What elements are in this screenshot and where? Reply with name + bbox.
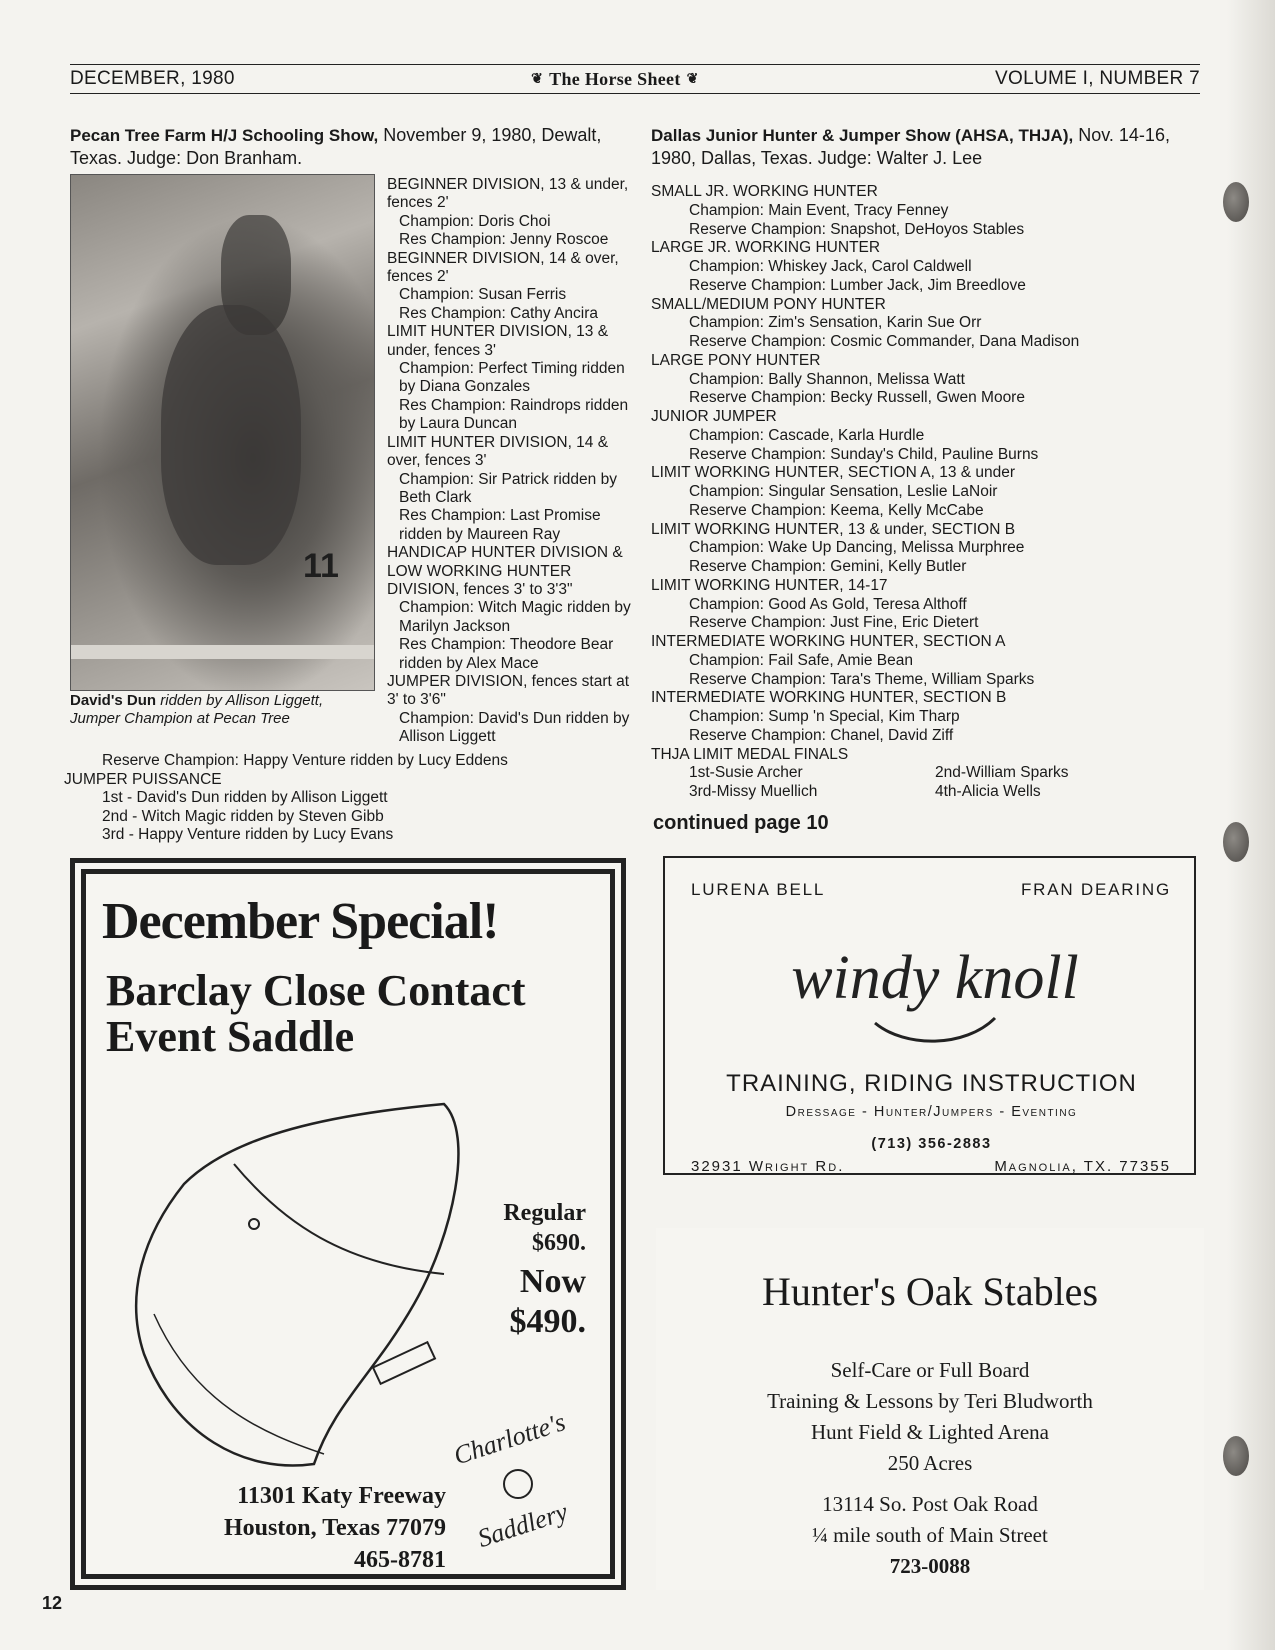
svg-text:Saddlery: Saddlery bbox=[474, 1496, 572, 1554]
result-line: Champion: Good As Gold, Teresa Althoff bbox=[689, 595, 967, 613]
jump-rail bbox=[71, 645, 375, 659]
division-heading: JUNIOR JUMPER bbox=[651, 408, 777, 425]
division-heading: JUMPER DIVISION, fences start at 3' to 3'6" bbox=[387, 672, 630, 709]
division-heading: LARGE JR. WORKING HUNTER bbox=[651, 239, 881, 257]
result-line: Reserve Champion: Snapshot, DeHoyos Stables bbox=[689, 220, 1025, 238]
issue-date: DECEMBER, 1980 bbox=[70, 68, 235, 89]
result-line: Reserve Champion: Happy Venture ridden by Lucy Eddens bbox=[102, 752, 508, 769]
division-heading: SMALL/MEDIUM PONY HUNTER bbox=[651, 295, 886, 313]
medal-placing: 3rd-Missy Muellich bbox=[689, 783, 818, 800]
binder-hole bbox=[1223, 182, 1249, 222]
result-line: Champion: Singular Sensation, Leslie LaNoir bbox=[689, 483, 998, 500]
masthead bbox=[70, 64, 1200, 94]
result-line: Champion: Fail Safe, Amie Bean bbox=[689, 651, 914, 669]
services-tagline: TRAINING, RIDING INSTRUCTION bbox=[726, 1070, 1137, 1097]
division-heading: LIMIT WORKING HUNTER, 14-17 bbox=[651, 576, 888, 594]
result-line: Reserve Champion: Chanel, David Ziff bbox=[689, 726, 954, 744]
svg-text:windy knoll: windy knoll bbox=[791, 944, 1079, 1012]
division-heading: SMALL JR. WORKING HUNTER bbox=[651, 183, 878, 200]
result-line: Reserve Champion: Becky Russell, Gwen Moore bbox=[689, 389, 1025, 407]
division-heading: LIMIT WORKING HUNTER, SECTION A, 13 & under bbox=[651, 464, 1016, 482]
division-heading: INTERMEDIATE WORKING HUNTER, SECTION B bbox=[651, 689, 1007, 707]
result-line: Res Champion: Theodore Bear ridden by Alex Mace bbox=[399, 636, 614, 672]
horse-figure bbox=[161, 305, 301, 565]
result-line: Reserve Champion: Lumber Jack, Jim Breedlove bbox=[689, 276, 1026, 294]
windy-knoll-logo bbox=[735, 918, 1135, 1058]
sale-price: Now $490. bbox=[509, 1263, 586, 1340]
holly-icon: ❦ bbox=[686, 71, 699, 87]
result-line: Champion: David's Dun ridden by Allison Liggett bbox=[399, 709, 630, 746]
division-heading: LIMIT HUNTER DIVISION, 14 & over, fences 3' bbox=[387, 433, 609, 470]
stable-details: Self-Care or Full Board Training & Lessons by Teri Bludworth Hunt Field & Lighted Arena 250 Acres 13114 So. Post Oak Road ¼ mile south of Main Street 723-0088 bbox=[767, 1358, 1093, 1578]
page-number: 12 bbox=[42, 1593, 63, 1613]
result-line: Reserve Champion: Gemini, Kelly Butler bbox=[689, 558, 967, 575]
binder-hole bbox=[1223, 822, 1249, 862]
continued-note: continued page 10 bbox=[653, 812, 829, 834]
hunters-oak-advertisement bbox=[656, 1228, 1204, 1590]
result-line: Reserve Champion: Keema, Kelly McCabe bbox=[689, 501, 984, 519]
stable-name: Hunter's Oak Stables bbox=[761, 1269, 1099, 1314]
regular-price: Regular $690. bbox=[503, 1200, 586, 1256]
result-line: Reserve Champion: Tara's Theme, William Sparks bbox=[689, 670, 1035, 688]
result-line: 2nd - Witch Magic ridden by Steven Gibb bbox=[102, 807, 384, 825]
result-line: Reserve Champion: Cosmic Commander, Dana Madison bbox=[689, 333, 1080, 350]
svg-text:Charlotte's: Charlotte's bbox=[450, 1407, 569, 1471]
medal-placing: 4th-Alicia Wells bbox=[935, 783, 1041, 800]
volume-number: VOLUME I, NUMBER 7 bbox=[995, 68, 1200, 89]
division-heading: BEGINNER DIVISION, 13 & under, fences 2' bbox=[387, 176, 629, 212]
saddle-advertisement bbox=[70, 858, 626, 1590]
binder-hole bbox=[1223, 1436, 1249, 1476]
division-heading: LARGE PONY HUNTER bbox=[651, 351, 821, 369]
dallas-results bbox=[651, 183, 1211, 802]
windy-knoll-advertisement bbox=[663, 856, 1196, 1175]
result-line: Champion: Sump 'n Special, Kim Tharp bbox=[689, 708, 960, 725]
result-line: Champion: Sir Patrick ridden by Beth Clark bbox=[399, 470, 617, 506]
medal-placing: 2nd-William Sparks bbox=[935, 764, 1069, 782]
result-line: Champion: Perfect Timing ridden by Diana Gonzales bbox=[399, 360, 625, 396]
division-heading: HANDICAP HUNTER DIVISION & LOW WORKING HUNTER DIVISION, fences 3' to 3'3" bbox=[387, 544, 623, 598]
result-line: Champion: Cascade, Karla Hurdle bbox=[689, 426, 925, 444]
address: 32931 Wright Rd. Magnolia, TX. 77355 bbox=[691, 1158, 1171, 1175]
result-line: Champion: Whiskey Jack, Carol Caldwell bbox=[689, 258, 972, 275]
result-line: Res Champion: Last Promise ridden by Maureen Ray bbox=[399, 507, 601, 543]
phone-number: 723-0088 bbox=[889, 1554, 971, 1578]
result-line: Champion: Zim's Sensation, Karin Sue Orr bbox=[689, 314, 982, 332]
result-line: Champion: Susan Ferris bbox=[399, 286, 567, 304]
division-heading: LIMIT HUNTER DIVISION, 13 & under, fences 3' bbox=[387, 323, 609, 359]
medal-placing: 1st-Susie Archer bbox=[689, 764, 803, 782]
result-line: Reserve Champion: Sunday's Child, Pauline Burns bbox=[689, 445, 1039, 463]
result-line: 3rd - Happy Venture ridden by Lucy Evans bbox=[102, 826, 394, 844]
result-line: Res Champion: Raindrops ridden by Laura Duncan bbox=[399, 396, 629, 433]
result-line: Reserve Champion: Just Fine, Eric Dietert bbox=[689, 614, 979, 632]
jump-number: 11 bbox=[303, 547, 339, 585]
saddle-illustration bbox=[114, 1074, 494, 1514]
article-heading: Pecan Tree Farm H/J Schooling Show, November 9, 1980, Dewalt, Texas. Judge: Don Branham. bbox=[70, 125, 602, 168]
result-line: Champion: Main Event, Tracy Fenney bbox=[689, 201, 949, 219]
holly-icon: ❦ bbox=[531, 71, 544, 87]
division-heading: BEGINNER DIVISION, 14 & over, fences 2' bbox=[387, 249, 619, 286]
pecan-division-results bbox=[387, 176, 637, 747]
result-line: Res Champion: Cathy Ancira bbox=[399, 304, 599, 322]
result-line: Champion: Wake Up Dancing, Melissa Murphree bbox=[689, 539, 1025, 557]
dallas-article bbox=[651, 124, 1211, 171]
pecan-more-results bbox=[64, 752, 644, 845]
ad-subhead: Barclay Close Contact Event Saddle bbox=[106, 966, 526, 1061]
ad-headline: December Special! bbox=[102, 893, 499, 950]
phone-number: (713) 356-2883 bbox=[871, 1136, 992, 1152]
division-heading: JUMPER PUISSANCE bbox=[64, 770, 222, 788]
result-line: Champion: Witch Magic ridden by Marilyn Jackson bbox=[399, 599, 631, 635]
publication-title: ❦ The Horse Sheet ❦ bbox=[531, 68, 699, 89]
division-heading: LIMIT WORKING HUNTER, 13 & under, SECTION B bbox=[651, 520, 1016, 538]
result-line: 1st - David's Dun ridden by Allison Liggett bbox=[102, 789, 388, 807]
article-heading: Dallas Junior Hunter & Jumper Show (AHSA, THJA), Nov. 14-16, 1980, Dallas, Texas. Judge: Walter J. Lee bbox=[651, 125, 1170, 168]
result-line: Champion: Doris Choi bbox=[399, 212, 551, 230]
medal-finals-results bbox=[651, 764, 1211, 802]
result-line: Champion: Bally Shannon, Melissa Watt bbox=[689, 370, 965, 388]
result-line: Res Champion: Jenny Roscoe bbox=[399, 231, 609, 249]
disciplines: Dressage - Hunter/Jumpers - Eventing bbox=[785, 1104, 1078, 1120]
division-heading: THJA LIMIT MEDAL FINALS bbox=[651, 745, 849, 763]
division-heading: INTERMEDIATE WORKING HUNTER, SECTION A bbox=[651, 633, 1006, 650]
store-address: 11301 Katy Freeway Houston, Texas 77079 465-8781 bbox=[223, 1483, 446, 1573]
charlottes-saddlery-logo bbox=[446, 1404, 596, 1554]
photo-caption: David's Dun ridden by Allison Liggett, Jumper Champion at Pecan Tree bbox=[70, 692, 324, 727]
owner-names: LURENA BELL FRAN DEARING bbox=[691, 880, 1171, 899]
jumper-photo bbox=[70, 174, 375, 691]
pecan-tree-article bbox=[70, 124, 645, 171]
